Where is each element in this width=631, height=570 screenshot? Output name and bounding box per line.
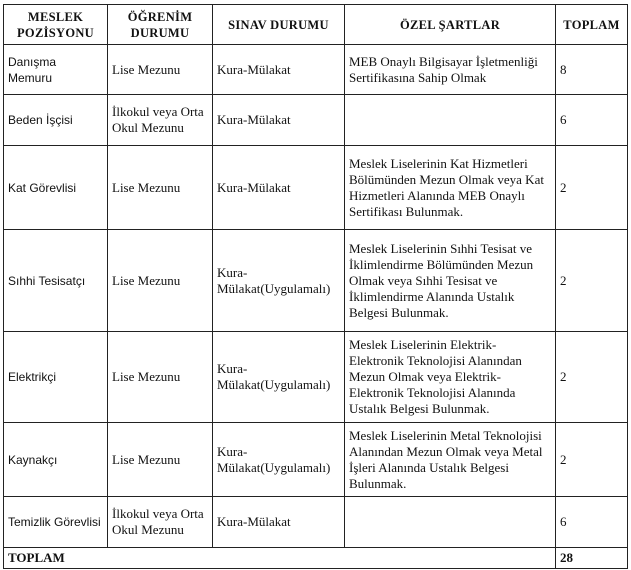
- education-cell: Lise Mezunu: [108, 332, 213, 423]
- requirements-cell: Meslek Liselerinin Elektrik-Elektronik Teknolojisi Alanından Mezun Olmak veya Elektrik-Elektronik Teknolojisi Alanında Ustalık Belgesi Bulunmak.: [345, 332, 556, 423]
- position-cell: Kat Görevlisi: [4, 146, 108, 230]
- exam-cell: Kura-Mülakat(Uygulamalı): [213, 423, 345, 497]
- table-row: [4, 423, 628, 497]
- header-exam: SINAV DURUMU: [213, 5, 345, 45]
- table-row: [4, 332, 628, 423]
- education-cell: İlkokul veya Orta Okul Mezunu: [108, 497, 213, 548]
- total-cell: 8: [556, 45, 628, 95]
- requirements-cell: [345, 95, 556, 146]
- education-cell: Lise Mezunu: [108, 230, 213, 332]
- education-cell: İlkokul veya Orta Okul Mezunu: [108, 95, 213, 146]
- position-cell: Kaynakçı: [4, 423, 108, 497]
- position-cell: Temizlik Görevlisi: [4, 497, 108, 548]
- position-cell: Beden İşçisi: [4, 95, 108, 146]
- header-requirements: ÖZEL ŞARTLAR: [345, 5, 556, 45]
- position-cell: Danışma Memuru: [4, 45, 108, 95]
- total-cell: 2: [556, 230, 628, 332]
- education-cell: Lise Mezunu: [108, 45, 213, 95]
- table-row: [4, 45, 628, 95]
- requirements-cell: Meslek Liselerinin Kat Hizmetleri Bölümünden Mezun Olmak veya Kat Hizmetleri Alanında MEB Onaylı Sertifikası Bulunmak.: [345, 146, 556, 230]
- total-cell: 2: [556, 332, 628, 423]
- exam-cell: Kura-Mülakat(Uygulamalı): [213, 332, 345, 423]
- requirements-cell: Meslek Liselerinin Sıhhi Tesisat ve İklimlendirme Bölümünden Mezun Olmak veya Sıhhi Tesisat ve İklimlendirme Alanında Ustalık Belgesi Bulunmak.: [345, 230, 556, 332]
- exam-cell: Kura-Mülakat: [213, 95, 345, 146]
- exam-cell: Kura-Mülakat(Uygulamalı): [213, 230, 345, 332]
- education-cell: Lise Mezunu: [108, 146, 213, 230]
- totals-row: [4, 548, 628, 569]
- exam-cell: Kura-Mülakat: [213, 146, 345, 230]
- totals-label: TOPLAM: [4, 548, 556, 569]
- total-cell: 6: [556, 95, 628, 146]
- header-row: [4, 5, 628, 45]
- requirements-cell: Meslek Liselerinin Metal Teknolojisi Alanından Mezun Olmak veya Metal İşleri Alanında Ustalık Belgesi Bulunmak.: [345, 423, 556, 497]
- exam-cell: Kura-Mülakat: [213, 497, 345, 548]
- education-cell: Lise Mezunu: [108, 423, 213, 497]
- positions-table: [3, 4, 628, 569]
- table-row: [4, 230, 628, 332]
- grand-total: 28: [556, 548, 628, 569]
- requirements-cell: MEB Onaylı Bilgisayar İşletmenliği Sertifikasına Sahip Olmak: [345, 45, 556, 95]
- header-position: MESLEK POZİSYONU: [4, 5, 108, 45]
- requirements-cell: [345, 497, 556, 548]
- table-row: [4, 497, 628, 548]
- total-cell: 6: [556, 497, 628, 548]
- position-cell: Sıhhi Tesisatçı: [4, 230, 108, 332]
- total-cell: 2: [556, 423, 628, 497]
- total-cell: 2: [556, 146, 628, 230]
- header-education: ÖĞRENİM DURUMU: [108, 5, 213, 45]
- exam-cell: Kura-Mülakat: [213, 45, 345, 95]
- table-row: [4, 95, 628, 146]
- position-cell: Elektrikçi: [4, 332, 108, 423]
- table-row: [4, 146, 628, 230]
- header-total: TOPLAM: [556, 5, 628, 45]
